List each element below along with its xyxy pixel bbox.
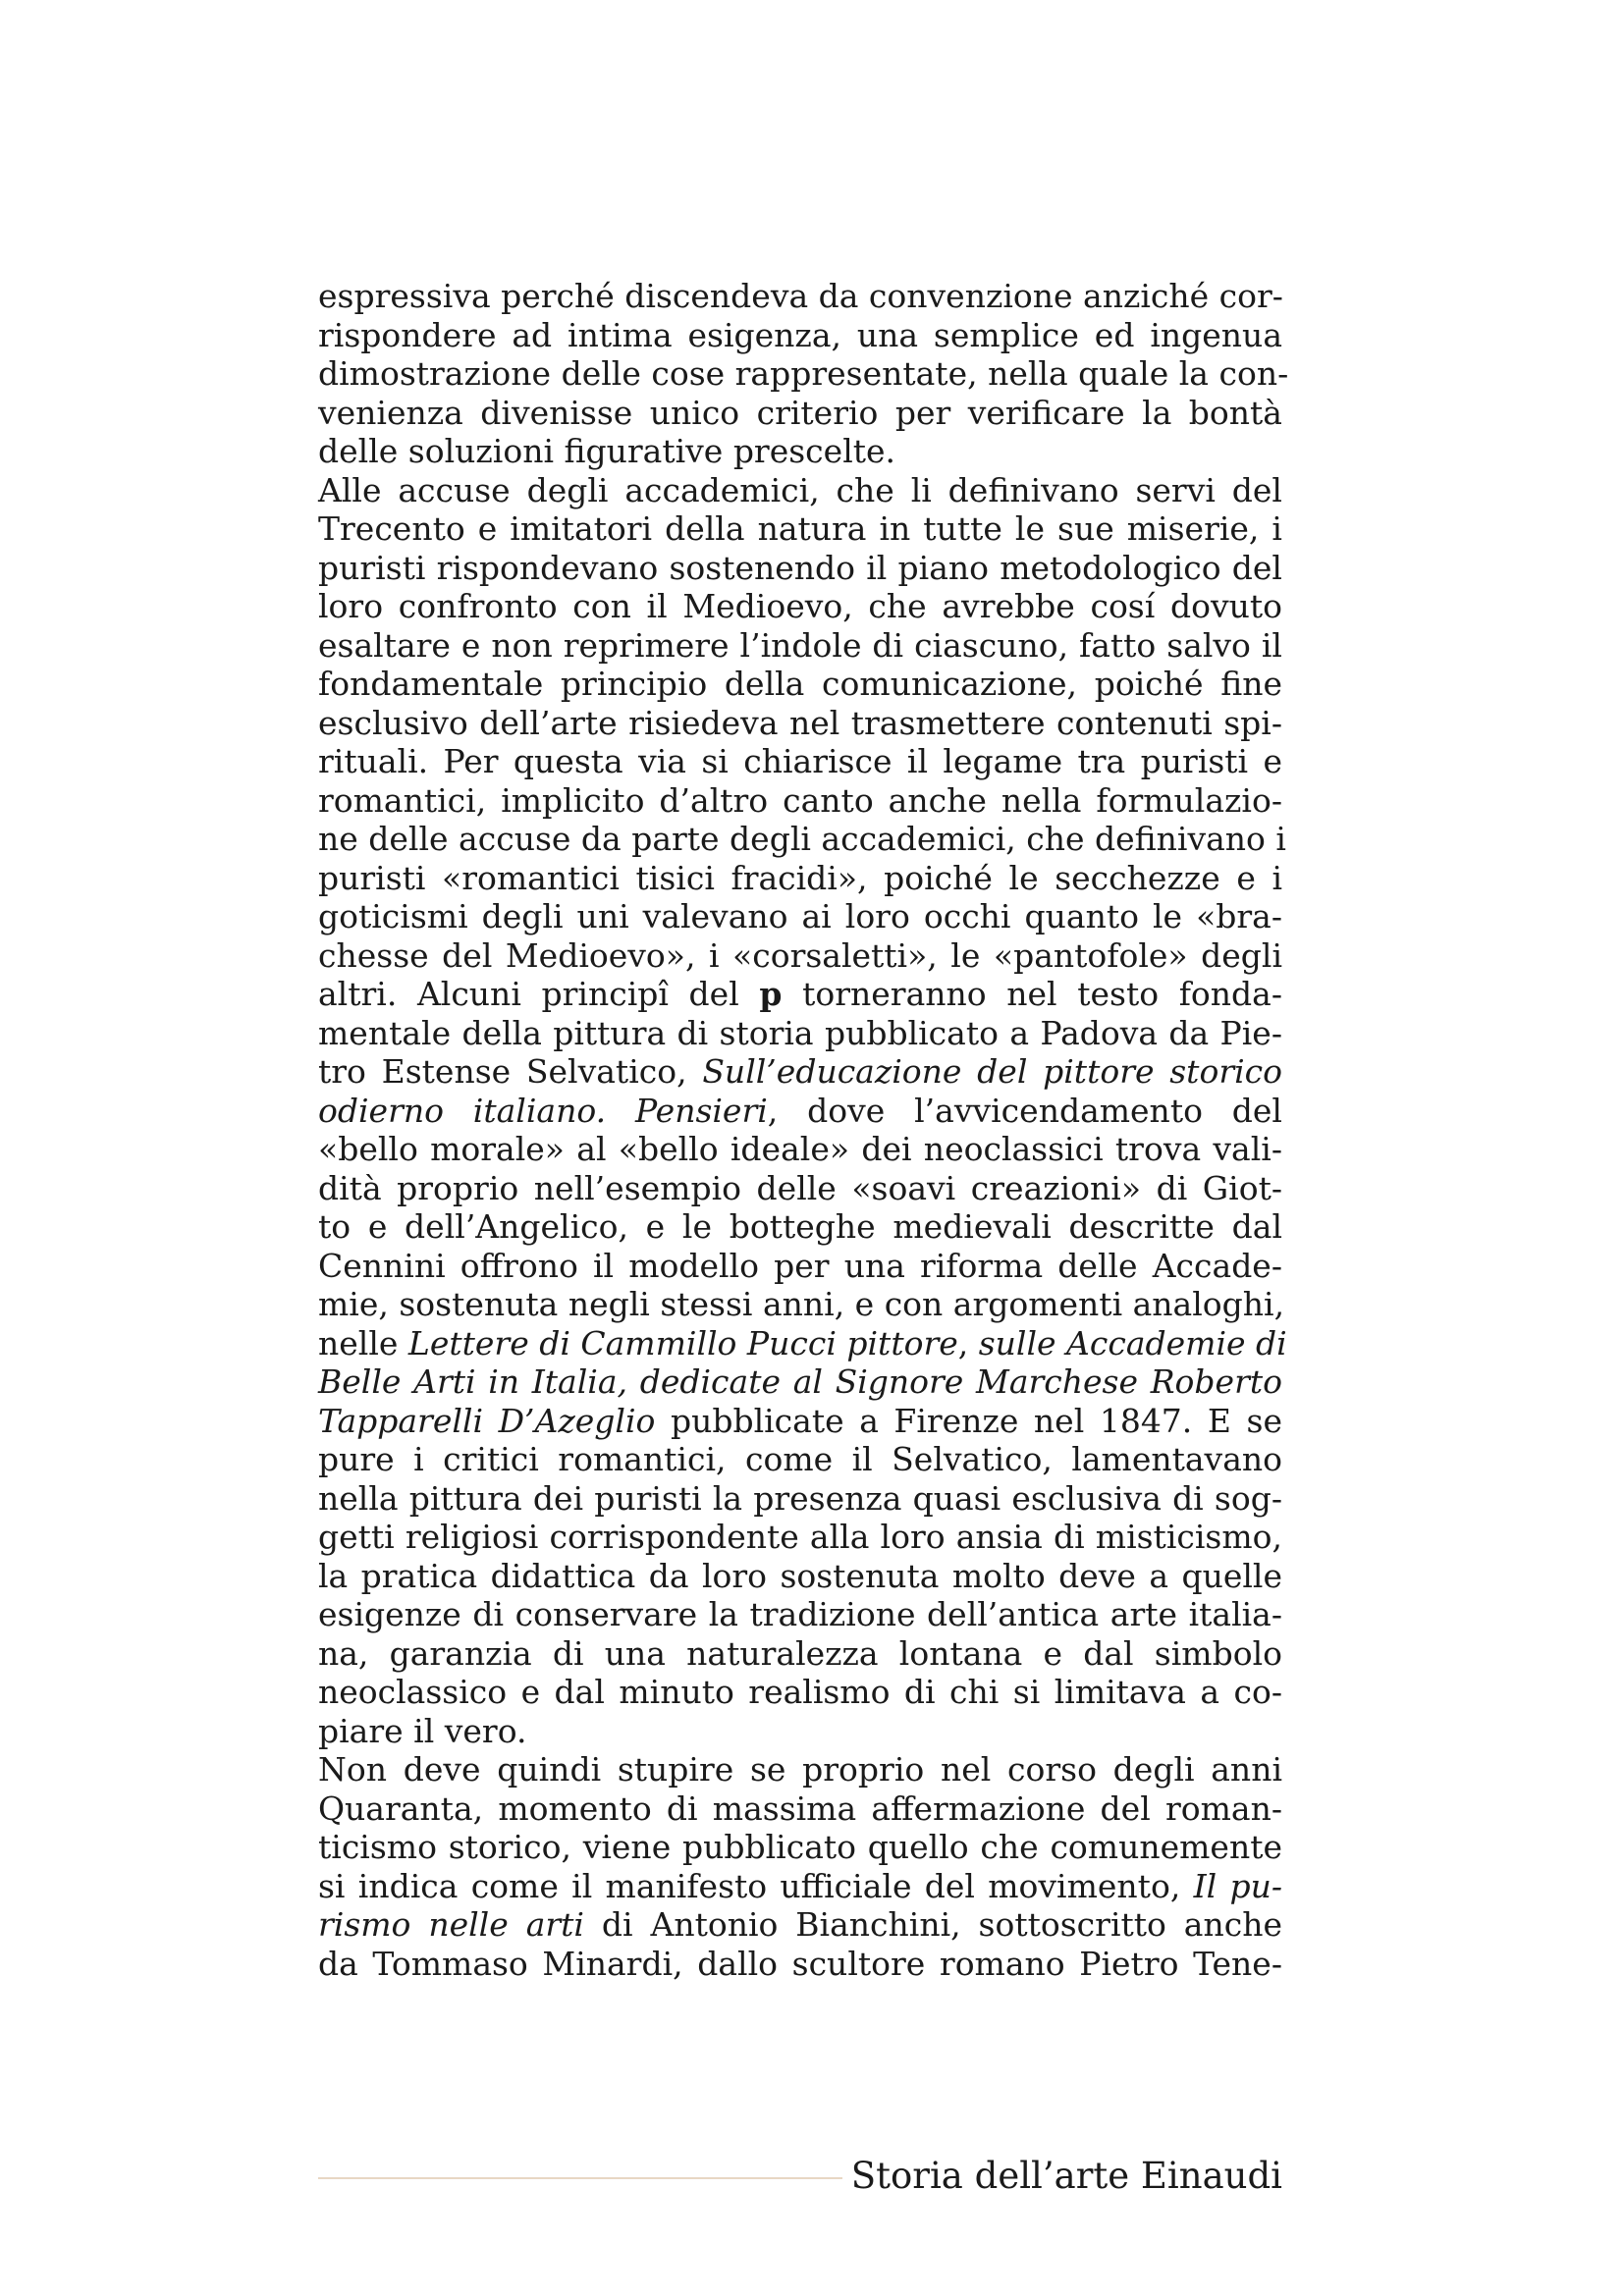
text-line: espressiva perché discendeva da convenzione anziché cor-	[318, 277, 1283, 315]
text-run: ,	[957, 1323, 979, 1362]
text-line: esigenze di conservare la tradizione dell’antica arte italia-	[318, 1595, 1282, 1633]
book-title: odierno italiano. Pensieri	[318, 1091, 768, 1130]
text-line: esaltare e non reprimere l’indole di ciascuno, fatto salvo il	[318, 625, 1282, 665]
text-line: rituali. Per questa via si chiarisce il legame tra puristi e	[318, 742, 1282, 780]
text-line: Quaranta, momento di massima affermazione del roman-	[318, 1789, 1282, 1828]
text-line: fondamentale principio della comunicazione, poiché fine	[318, 665, 1282, 703]
text-line: na, garanzia di una naturalezza lontana e dal simbolo	[318, 1633, 1282, 1673]
text-run: tro Estense Selvatico,	[318, 1052, 703, 1091]
book-title: Lettere di Cammillo Pucci pittore	[407, 1323, 958, 1362]
text-line: ne delle accuse da parte degli accademici, che definivano i	[318, 820, 1286, 858]
text-run: torneranno nel testo fonda-	[782, 975, 1282, 1013]
text-line: delle soluzioni figurative prescelte.	[318, 432, 896, 470]
text-line: ticismo storico, viene pubblicato quello che comunemente	[318, 1828, 1282, 1866]
text-line: la pratica didattica da loro sostenuta molto deve a quelle	[318, 1556, 1282, 1595]
abbreviation-mark: p	[759, 975, 783, 1013]
text-run: altri. Alcuni principî del	[318, 975, 760, 1013]
text-line: Belle Arti in Italia, dedicate al Signore Marchese Roberto	[318, 1362, 1282, 1401]
text-line: da Tommaso Minardi, dallo scultore romano Pietro Tene-	[318, 1944, 1282, 1983]
book-title: rismo nelle arti	[318, 1905, 584, 1944]
text-line: Trecento e imitatori della natura in tutte le sue miserie, i	[318, 509, 1282, 548]
book-title: Tapparelli D’Azeglio	[318, 1401, 656, 1440]
text-line: getti religiosi corrispondente alla loro ansia di misticismo,	[318, 1518, 1282, 1556]
text-line: Alle accuse degli accademici, che li definivano servi del	[318, 470, 1282, 509]
body-text	[318, 277, 1289, 1983]
text-run: si indica come il manifesto ufficiale del movimento,	[318, 1866, 1194, 1905]
text-line: pure i critici romantici, come il Selvatico, lamentavano	[318, 1440, 1282, 1478]
text-run: pubblicate a Firenze nel 1847. E se	[655, 1401, 1282, 1440]
text-line: dità proprio nell’esempio delle «soavi creazioni» di Giot-	[318, 1168, 1282, 1207]
text-line: to e dell’Angelico, e le botteghe medievali descritte dal	[318, 1207, 1282, 1246]
text-line	[318, 1402, 1282, 1441]
text-line	[318, 1092, 1282, 1131]
text-run: , dove l’avvicendamento del	[767, 1091, 1282, 1130]
footer-divider	[318, 2177, 842, 2179]
text-line: venienza divenisse unico criterio per verificare la bontà	[318, 393, 1282, 432]
text-line	[318, 1867, 1282, 1906]
text-line	[318, 1052, 1282, 1092]
text-line: mentale della pittura di storia pubblicato a Padova da Pie-	[318, 1013, 1282, 1052]
book-title: Sull’educazione del pittore storico	[702, 1052, 1282, 1091]
text-line: rispondere ad intima esigenza, una semplice ed ingenua	[318, 315, 1282, 354]
text-line: puristi rispondevano sostenendo il piano metodologico del	[318, 548, 1282, 587]
text-line: puristi «romantici tisici fracidi», poiché le secchezze e i	[318, 858, 1282, 897]
text-line: Non deve quindi stupire se proprio nel corso degli anni	[318, 1750, 1282, 1789]
book-title: Il pu-	[1193, 1866, 1282, 1905]
text-line: chesse del Medioevo», i «corsaletti», le «pantofole» degli	[318, 935, 1282, 975]
text-line	[318, 1323, 1287, 1363]
text-line: romantici, implicito d’altro canto anche nella formulazio-	[318, 780, 1282, 820]
text-line: Cennini offrono il modello per una riforma delle Accade-	[318, 1246, 1282, 1285]
book-title: sulle Accademie di	[978, 1323, 1287, 1362]
text-line: piare il vero.	[318, 1711, 527, 1750]
text-line: nella pittura dei puristi la presenza quasi esclusiva di sog-	[318, 1478, 1282, 1518]
footer-publisher: Storia dell’arte Einaudi	[850, 2155, 1282, 2197]
text-line: loro confronto con il Medioevo, che avrebbe cosí dovuto	[318, 587, 1282, 625]
text-line: dimostrazione delle cose rappresentate, nella quale la con-	[318, 354, 1289, 393]
text-run: di Antonio Bianchini, sottoscritto anche	[583, 1905, 1283, 1944]
text-line	[318, 975, 1282, 1014]
text-line: «bello morale» al «bello ideale» dei neoclassici trova vali-	[318, 1130, 1282, 1168]
text-line: goticismi degli uni valevano ai loro occhi quanto le «bra-	[318, 897, 1282, 935]
text-run: nelle	[318, 1323, 408, 1362]
text-line	[318, 1905, 1282, 1945]
text-line: mie, sostenuta negli stessi anni, e con argomenti analoghi,	[318, 1285, 1285, 1323]
text-line: esclusivo dell’arte risiedeva nel trasmettere contenuti spi-	[318, 703, 1282, 742]
text-line: neoclassico e dal minuto realismo di chi si limitava a co-	[318, 1673, 1282, 1711]
